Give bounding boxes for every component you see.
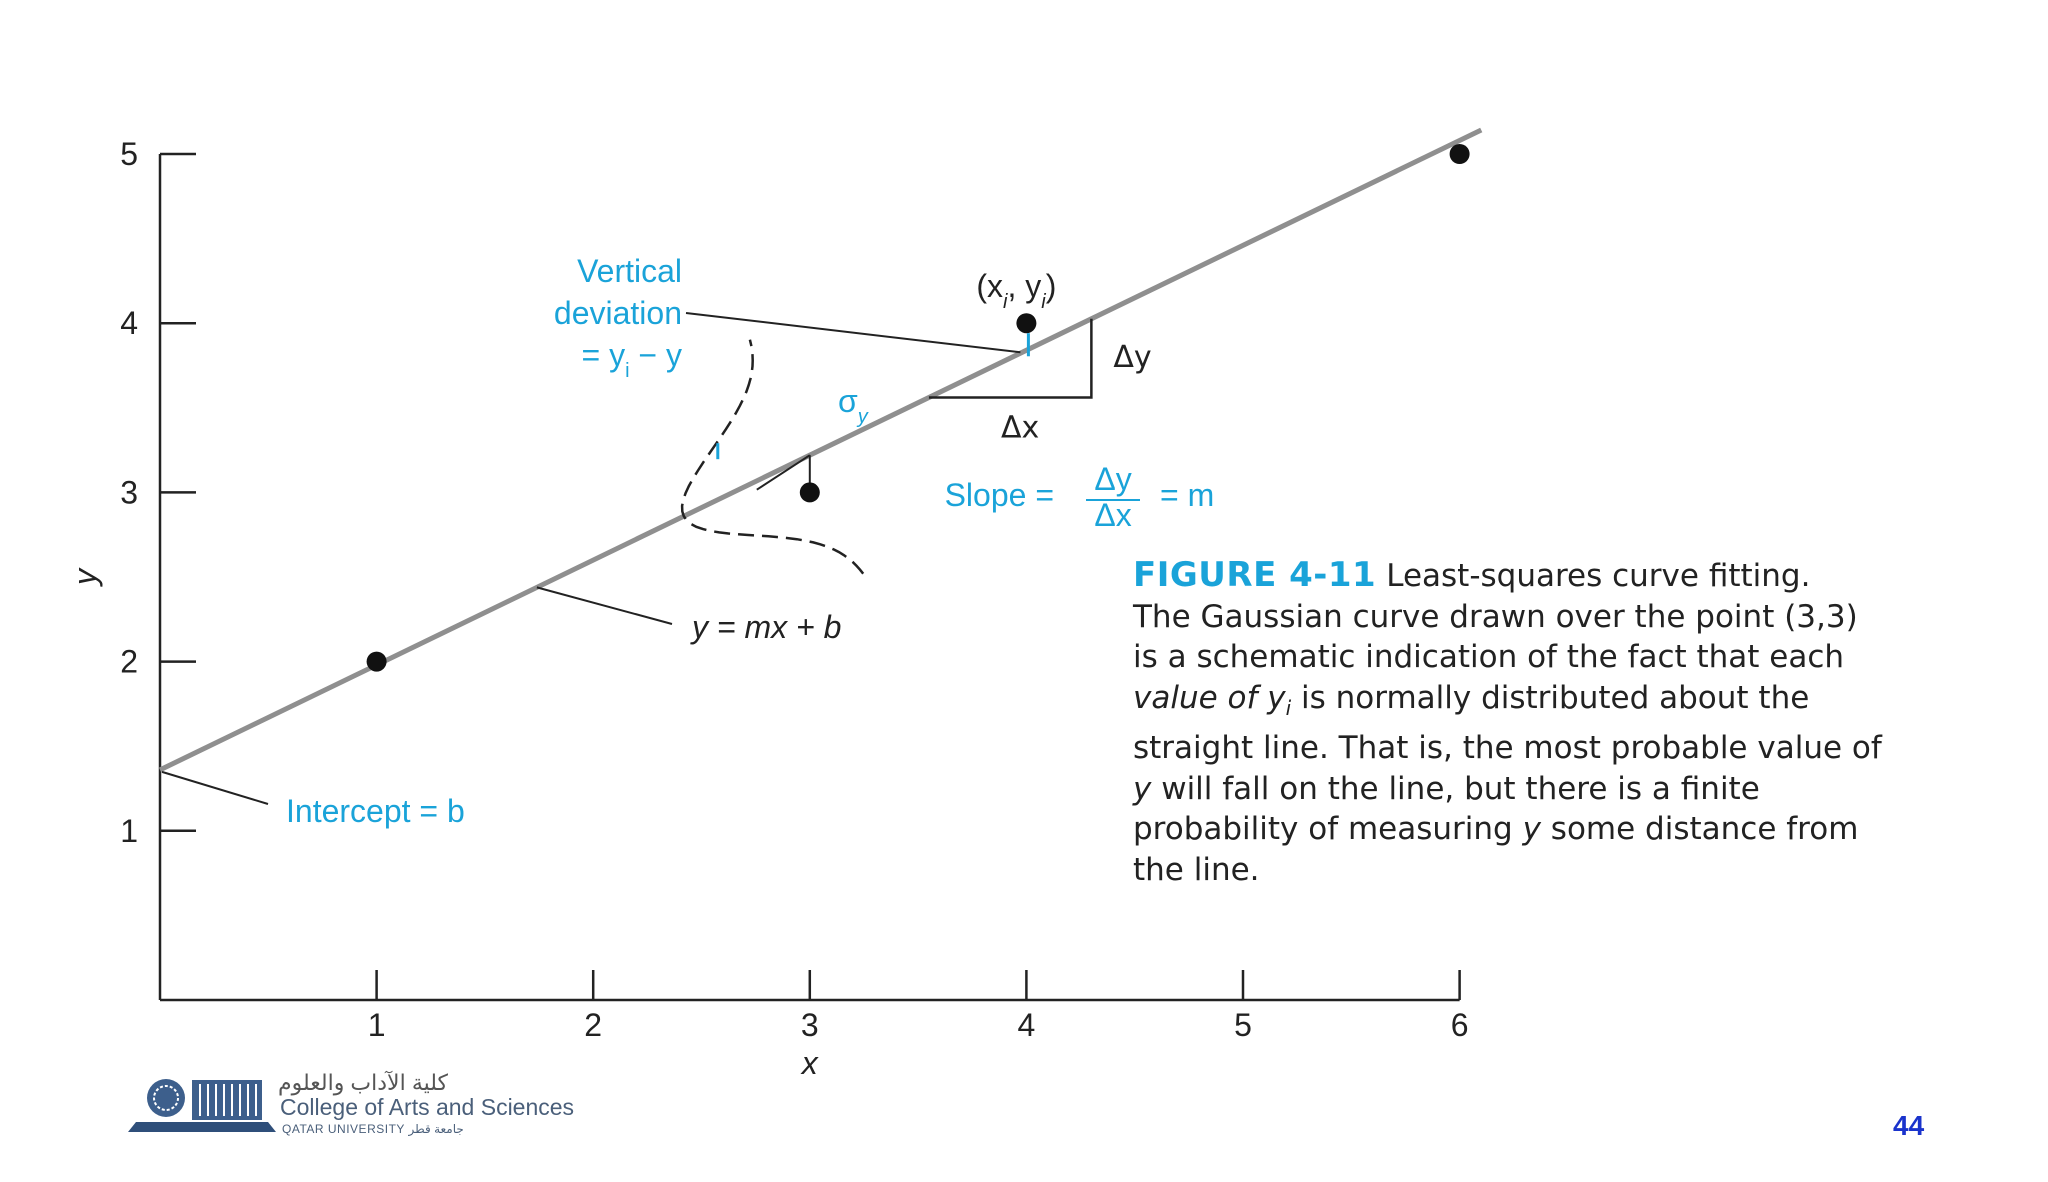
slope-numerator: Δy	[1094, 461, 1132, 497]
x-tick-label: 2	[584, 1007, 603, 1043]
y-tick-label: 2	[120, 643, 138, 680]
y-tick-label: 5	[120, 136, 138, 172]
x-tick-label: 5	[1234, 1007, 1252, 1043]
x-tick-label: 4	[1017, 1007, 1036, 1043]
caption-line-4b: is normally distributed about the	[1291, 679, 1810, 716]
caption-line-3: is a schematic indication of the fact that each	[1133, 639, 1845, 675]
y-axis-label: y	[67, 569, 103, 585]
logo-arabic-text: كلية الآداب والعلوم	[278, 1070, 449, 1095]
sigma-line	[757, 455, 810, 490]
y-tick-label: 4	[120, 305, 138, 342]
x-tick-label: 6	[1450, 1007, 1469, 1043]
caption-line-6a: y	[1133, 770, 1152, 807]
caption-line-8: the line.	[1133, 851, 1260, 888]
deviation-leader	[686, 313, 1020, 352]
point-label: ($x_i$, $y_i$)	[976, 268, 1057, 314]
sigma-label: $\sigma_y$	[838, 383, 868, 428]
caption-line-4a: value of y	[1133, 679, 1286, 716]
caption-line-7b: some distance from	[1540, 811, 1859, 848]
x-axis-label: x	[801, 1045, 818, 1081]
vertical-deviation-formula: = $y_i - y$	[581, 337, 682, 382]
vertical-deviation-label-2: deviation	[553, 295, 682, 331]
logo-english-text: College of Arts and Sciences	[280, 1094, 575, 1120]
college-emblem-icon	[128, 1078, 276, 1134]
caption-line-7a: probability of measuring	[1133, 811, 1523, 848]
college-logo	[120, 1070, 600, 1140]
data-point	[367, 652, 387, 672]
delta-x-label: Δx	[1001, 410, 1040, 446]
logo-university-text: QATAR UNIVERSITY جامعة قطر	[282, 1122, 464, 1136]
x-tick-label: 1	[367, 1007, 386, 1043]
caption-line-5: straight line. That is, the most probable value of	[1133, 730, 1882, 767]
caption-line-6b: will fall on the line, but there is a finite	[1151, 770, 1760, 807]
caption-line-1: Least-squares curve fitting.	[1386, 558, 1811, 594]
intercept-label: Intercept = b	[286, 793, 465, 829]
data-point	[1450, 144, 1470, 164]
x-tick-label: 3	[800, 1007, 819, 1043]
data-point	[800, 482, 820, 502]
figure-label: FIGURE 4-11	[1133, 555, 1377, 595]
y-tick-label: 3	[120, 474, 138, 511]
intercept-leader	[162, 772, 268, 804]
data-point	[1016, 313, 1036, 333]
delta-y-label: Δy	[1113, 339, 1152, 375]
y-tick-label: 1	[120, 812, 138, 849]
vertical-deviation-label-1: Vertical	[577, 253, 682, 289]
line-equation-label: y = mx + b	[692, 609, 842, 645]
caption-line-2: The Gaussian curve drawn over the point (3,3)	[1133, 598, 1858, 635]
caption-line-7-y: y	[1522, 811, 1541, 848]
slope-suffix: = m	[1160, 477, 1215, 513]
gaussian-curve	[682, 340, 863, 574]
figure-caption	[1133, 555, 1973, 890]
slope-denominator: Δx	[1094, 497, 1132, 533]
slope-prefix: Slope =	[944, 477, 1054, 513]
caption-line-4-sub: i	[1285, 695, 1292, 720]
line-equation-leader	[537, 587, 672, 624]
page-number: 44	[1893, 1110, 1925, 1141]
